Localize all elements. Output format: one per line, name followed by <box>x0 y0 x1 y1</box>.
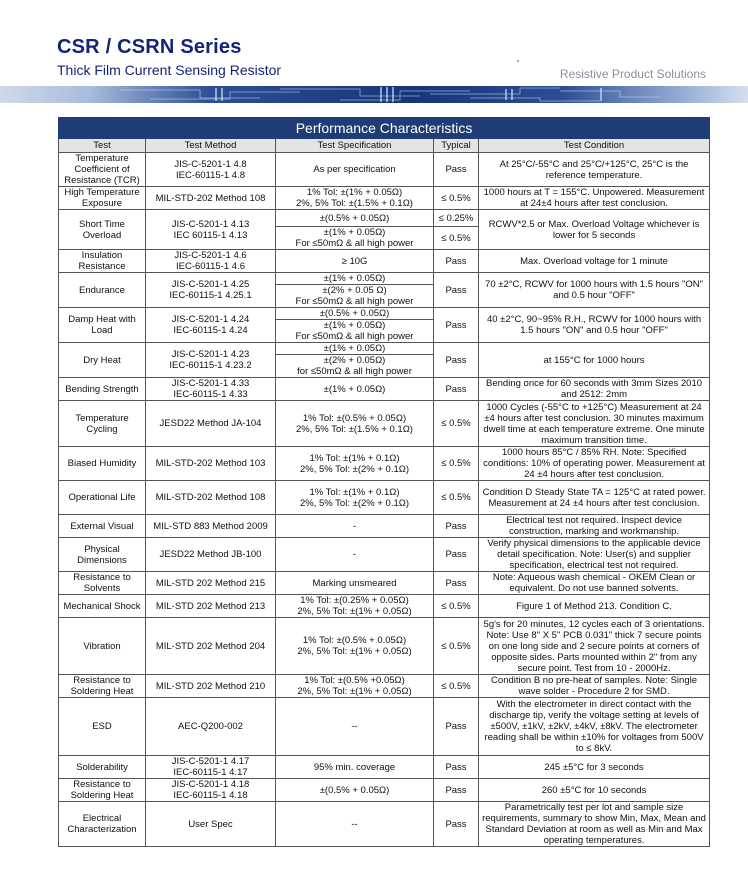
cell-spec <box>276 802 434 847</box>
cell-method <box>146 675 276 698</box>
column-header-spec: Test Specification <box>276 139 434 153</box>
cell-spec <box>276 187 434 210</box>
table-row <box>59 698 710 756</box>
cell-line: IEC-60115-1 4.18 <box>173 790 248 801</box>
cell-method <box>146 210 276 250</box>
table-row <box>59 538 710 572</box>
cell-condition: 260 ±5°C for 10 seconds <box>479 779 710 802</box>
cell-test: Temperature Cycling <box>59 401 146 447</box>
cell-line: IEC-60115-1 4.25.1 <box>169 290 252 301</box>
cell-typical: ≤ 0.5% <box>434 675 479 698</box>
table-row <box>59 618 710 675</box>
table-row <box>59 572 710 595</box>
cell-line: MIL-STD-202 Method 103 <box>155 458 266 469</box>
cell-line: JIS-C-5201-1 4.13 <box>171 218 250 230</box>
cell-condition: 1000 Cycles (-55°C to +125°C) Measurement at 24 ±4 hours after test conclusion. 30 minutes maximum dwell time at each temperature extreme. One minute maximum transition time. <box>479 401 710 447</box>
cell-line: 2%, 5% Tol: ±(2% + 0.1Ω) <box>299 497 410 509</box>
table-row <box>59 595 710 618</box>
table-row <box>59 210 710 227</box>
table-row <box>59 308 710 343</box>
cell-spec <box>276 343 434 378</box>
cell-condition: Condition B no pre-heat of samples. Note: Single wave solder - Procedure 2 for SMD. <box>479 675 710 698</box>
cell-typical: ≤ 0.5% <box>434 447 479 481</box>
table-row <box>59 515 710 538</box>
cell-method <box>146 698 276 756</box>
cell-spec <box>276 447 434 481</box>
cell-condition: At 25°C/-55°C and 25°C/+125°C, 25°C is the reference temperature. <box>479 153 710 187</box>
cell-line: 1% Tol: ±(1% + 0.1Ω) <box>309 452 400 464</box>
cell-method <box>146 153 276 187</box>
cell-line: IEC-60115-1 4.24 <box>173 325 248 336</box>
cell-line: ±(2% + 0.05 Ω) <box>276 284 433 296</box>
cell-line: 2%, 5% Tol: ±(1.5% + 0.1Ω) <box>296 423 413 435</box>
table-row <box>59 273 710 308</box>
cell-method <box>146 515 276 538</box>
cell-condition: With the electrometer in direct contact with the discharge tip, verify the voltage setting at levels of ±500V, ±1kV, ±2kV, ±4kV, ±8kV. The electrometer reading shall be within ±10% for voltages from 500V to ≤ 8kV. <box>479 698 710 756</box>
cell-line: For ≤50mΩ & all high power <box>295 238 414 249</box>
table-row <box>59 401 710 447</box>
cell-test: Damp Heat with Load <box>59 308 146 343</box>
cell-test: Dry Heat <box>59 343 146 378</box>
cell-method <box>146 343 276 378</box>
cell-condition: Parametrically test per lot and sample size requirements, summary to show Min, Max, Mean and Standard Deviation at room as well as Min and Max operating temperatures. <box>479 802 710 847</box>
cell-spec <box>276 756 434 779</box>
cell-typical: Pass <box>434 779 479 802</box>
table-row <box>59 802 710 847</box>
series-subtitle: Thick Film Current Sensing Resistor <box>57 62 282 78</box>
cell-spec <box>276 308 434 343</box>
cell-typical: Pass <box>434 308 479 343</box>
cell-method <box>146 447 276 481</box>
cell-method <box>146 401 276 447</box>
cell-line: MIL-STD 202 Method 213 <box>155 600 266 612</box>
cell-line: JIS-C-5201-1 4.18 <box>171 779 250 790</box>
cell-test: Resistance to Soldering Heat <box>59 779 146 802</box>
cell-typical: ≤ 0.5% <box>434 618 479 675</box>
cell-line: Marking unsmeared <box>312 577 397 589</box>
cell-spec <box>276 481 434 515</box>
cell-spec <box>276 698 434 756</box>
cell-condition: 40 ±2°C, 90~95% R.H., RCWV for 1000 hours with 1.5 hours "ON" and 0.5 hour "OFF" <box>479 308 710 343</box>
cell-condition: at 155°C for 1000 hours <box>479 343 710 378</box>
cell-condition: 1000 hours 85°C / 85% RH. Note: Specified conditions: 10% of operating power. Measurement at 24 ±4 hours after test conclusion. <box>479 447 710 481</box>
cell-line: ±(1% + 0.05Ω) <box>323 383 386 395</box>
cell-line: 1% Tol: ±(0.5% + 0.05Ω) <box>302 635 407 646</box>
cell-line: ±(0.5% + 0.05Ω) <box>319 308 390 319</box>
cell-test: Electrical Characterization <box>59 802 146 847</box>
cell-method <box>146 618 276 675</box>
cell-line: ±(2% + 0.05Ω) <box>276 354 433 366</box>
cell-line: 2%, 5% Tol: ±(1% + 0.05Ω) <box>297 606 412 617</box>
cell-line: AEC-Q200-002 <box>178 721 243 732</box>
cell-line: ±(0.5% + 0.05Ω) <box>319 784 390 796</box>
cell-test: Temperature Coefficient of Resistance (TCR) <box>59 153 146 187</box>
cell-line: 2%, 5% Tol: ±(1.5% + 0.1Ω) <box>296 198 413 209</box>
cell-line: MIL-STD 883 Method 2009 <box>153 520 268 532</box>
table-title: Performance Characteristics <box>59 118 710 139</box>
cell-condition: RCWV*2.5 or Max. Overload Voltage whichever is lower for 5 seconds <box>479 210 710 250</box>
cell-spec <box>276 401 434 447</box>
cell-line: IEC-60115-1 4.17 <box>173 767 248 778</box>
cell-test: Biased Humidity <box>59 447 146 481</box>
cell-method <box>146 779 276 802</box>
cell-line: IEC-60115-1 4.23.2 <box>169 360 252 371</box>
table-row <box>59 779 710 802</box>
cell-test: Resistance to Solvents <box>59 572 146 595</box>
cell-method <box>146 378 276 401</box>
cell-condition: Figure 1 of Method 213. Condition C. <box>479 595 710 618</box>
cell-spec <box>276 378 434 401</box>
cell-line: 1% Tol: ±(1% + 0.05Ω) <box>306 187 403 198</box>
cell-line: IEC 60115-1 4.13 <box>173 229 248 241</box>
cell-line: JIS-C-5201-1 4.6 <box>174 250 247 261</box>
cell-spec <box>276 515 434 538</box>
cell-line: ±(1% + 0.05Ω) <box>323 343 386 354</box>
cell-line: - <box>352 549 357 560</box>
cell-spec <box>276 153 434 187</box>
cell-typical: Pass <box>434 250 479 273</box>
cell-condition: Note: Aqueous wash chemical - OKEM Clean or equivalent. Do not use banned solvents. <box>479 572 710 595</box>
cell-line: for ≤50mΩ & all high power <box>297 366 412 377</box>
cell-method <box>146 187 276 210</box>
cell-test: Vibration <box>59 618 146 675</box>
cell-line: User Spec <box>188 818 233 830</box>
cell-method <box>146 481 276 515</box>
cell-typical: Pass <box>434 343 479 378</box>
cell-typical: ≤ 0.5% <box>434 187 479 210</box>
cell-condition: 70 ±2°C, RCWV for 1000 hours with 1.5 hours "ON" and 0.5 hour "OFF" <box>479 273 710 308</box>
cell-test: Resistance to Soldering Heat <box>59 675 146 698</box>
performance-table <box>58 117 710 847</box>
cell-test: External Visual <box>59 515 146 538</box>
cell-line: 1% Tol: ±(1% + 0.1Ω) <box>309 486 400 498</box>
cell-test: Endurance <box>59 273 146 308</box>
cell-test: Physical Dimensions <box>59 538 146 572</box>
cell-test: ESD <box>59 698 146 756</box>
cell-line: 95% min. coverage <box>313 761 396 773</box>
cell-spec <box>276 273 434 308</box>
table-row <box>59 756 710 779</box>
cell-line: 2%, 5% Tol: ±(2% + 0.1Ω) <box>299 463 410 475</box>
cell-method <box>146 250 276 273</box>
cell-typical: Pass <box>434 153 479 187</box>
cell-test: High Temperature Exposure <box>59 187 146 210</box>
cell-line: ±(1% + 0.05Ω) <box>323 273 386 284</box>
cell-line: For ≤50mΩ & all high power <box>295 331 414 342</box>
cell-condition: Bending once for 60 seconds with 3mm Sizes 2010 and 2512: 2mm <box>479 378 710 401</box>
cell-line: ≥ 10G <box>341 255 368 267</box>
cell-method <box>146 308 276 343</box>
table-row <box>59 343 710 378</box>
header-dot <box>517 60 519 62</box>
cell-test: Insulation Resistance <box>59 250 146 273</box>
cell-line: IEC-60115-1 4.6 <box>175 261 245 272</box>
cell-typical: Pass <box>434 538 479 572</box>
cell-method <box>146 802 276 847</box>
cell-typical: Pass <box>434 698 479 756</box>
cell-typical: Pass <box>434 273 479 308</box>
cell-line: ±(1% + 0.05Ω) <box>323 227 386 238</box>
cell-spec <box>276 210 434 227</box>
column-header-condition: Test Condition <box>479 139 710 153</box>
cell-line: IEC-60115-1 4.33 <box>173 389 248 400</box>
series-title: CSR / CSRN Series <box>57 36 242 58</box>
cell-test: Operational Life <box>59 481 146 515</box>
cell-spec <box>276 572 434 595</box>
cell-condition: 1000 hours at T = 155°C. Unpowered. Measurement at 24±4 hours after test conclusion. <box>479 187 710 210</box>
cell-test: Bending Strength <box>59 378 146 401</box>
cell-line: -- <box>351 721 358 732</box>
cell-condition: 5g's for 20 minutes, 12 cycles each of 3 orientations. Note: Use 8" X 5" PCB 0.031" thick 7 secure points on one long side and 2 secure points at corners of opposite sides. Parts mounted within 2" from any secure point. Test from 10 - 2000Hz. <box>479 618 710 675</box>
cell-line: MIL-STD 202 Method 204 <box>155 640 266 652</box>
cell-line: JIS-C-5201-1 4.23 <box>171 349 250 360</box>
header-banner <box>0 86 748 103</box>
cell-line: As per specification <box>313 164 396 175</box>
table-row <box>59 378 710 401</box>
cell-line: ±(1% + 0.05Ω) <box>276 319 433 331</box>
cell-spec <box>276 675 434 698</box>
cell-typical: Pass <box>434 572 479 595</box>
cell-line: JIS-C-5201-1 4.25 <box>171 279 250 290</box>
table-row <box>59 153 710 187</box>
table-row <box>59 187 710 210</box>
column-header-method: Test Method <box>146 139 276 153</box>
company-tagline: Resistive Product Solutions <box>559 67 706 81</box>
table-row <box>59 481 710 515</box>
cell-method <box>146 756 276 779</box>
cell-line: 2%, 5% Tol: ±(1% + 0.05Ω) <box>297 686 412 697</box>
cell-line: ±(0.5% + 0.05Ω) <box>319 212 390 224</box>
cell-method <box>146 273 276 308</box>
cell-typical: ≤ 0.25% <box>434 210 479 227</box>
cell-line: JIS-C-5201-1 4.8 <box>174 158 247 170</box>
cell-line: MIL-STD-202 Method 108 <box>155 192 266 204</box>
cell-condition: 245 ±5°C for 3 seconds <box>479 756 710 779</box>
cell-line: For ≤50mΩ & all high power <box>295 296 414 307</box>
column-header-typical: Typical <box>434 139 479 153</box>
cell-line: 1% Tol: ±(0.25% + 0.05Ω) <box>300 595 409 606</box>
cell-line: MIL-STD-202 Method 108 <box>155 492 266 503</box>
cell-line: JIS-C-5201-1 4.24 <box>171 314 250 325</box>
cell-line: JESD22 Method JB-100 <box>159 549 262 560</box>
cell-line: 1% Tol: ±(0.5% + 0.05Ω) <box>302 412 407 424</box>
cell-line: IEC-60115-1 4.8 <box>175 169 245 181</box>
cell-spec <box>276 618 434 675</box>
cell-line: MIL-STD 202 Method 215 <box>155 577 266 589</box>
cell-typical: Pass <box>434 515 479 538</box>
table-row <box>59 675 710 698</box>
cell-typical: Pass <box>434 378 479 401</box>
cell-line: 1% Tol: ±(0.5% +0.05Ω) <box>304 675 405 686</box>
cell-spec <box>276 779 434 802</box>
cell-line: -- <box>351 818 358 830</box>
cell-test: Short Time Overload <box>59 210 146 250</box>
cell-test: Solderability <box>59 756 146 779</box>
cell-spec <box>276 595 434 618</box>
cell-line: JIS-C-5201-1 4.33 <box>171 378 250 389</box>
cell-test: Mechanical Shock <box>59 595 146 618</box>
table-row <box>59 447 710 481</box>
cell-spec <box>276 227 434 250</box>
cell-typical: Pass <box>434 802 479 847</box>
cell-line: JIS-C-5201-1 4.17 <box>171 756 250 767</box>
cell-spec <box>276 538 434 572</box>
cell-condition: Condition D Steady State TA = 125°C at rated power. Measurement at 24 ±4 hours after test conclusion. <box>479 481 710 515</box>
table-row <box>59 250 710 273</box>
circuit-pattern-graphic <box>0 86 748 103</box>
column-header-test: Test <box>59 139 146 153</box>
cell-line: JESD22 Method JA-104 <box>159 418 262 429</box>
cell-spec <box>276 250 434 273</box>
cell-typical: Pass <box>434 756 479 779</box>
cell-line: 2%, 5% Tol: ±(1% + 0.05Ω) <box>297 646 412 657</box>
cell-line: - <box>352 520 357 532</box>
cell-condition: Verify physical dimensions to the applicable device detail specification. Note: User(s) and supplier specification, electrical test not required. <box>479 538 710 572</box>
cell-typical: ≤ 0.5% <box>434 227 479 250</box>
cell-method <box>146 572 276 595</box>
cell-typical: ≤ 0.5% <box>434 595 479 618</box>
cell-condition: Electrical test not required. Inspect device construction, marking and workmanship. <box>479 515 710 538</box>
cell-typical: ≤ 0.5% <box>434 401 479 447</box>
cell-method <box>146 538 276 572</box>
cell-line: MIL-STD 202 Method 210 <box>155 680 266 692</box>
cell-typical: ≤ 0.5% <box>434 481 479 515</box>
cell-method <box>146 595 276 618</box>
cell-condition: Max. Overload voltage for 1 minute <box>479 250 710 273</box>
